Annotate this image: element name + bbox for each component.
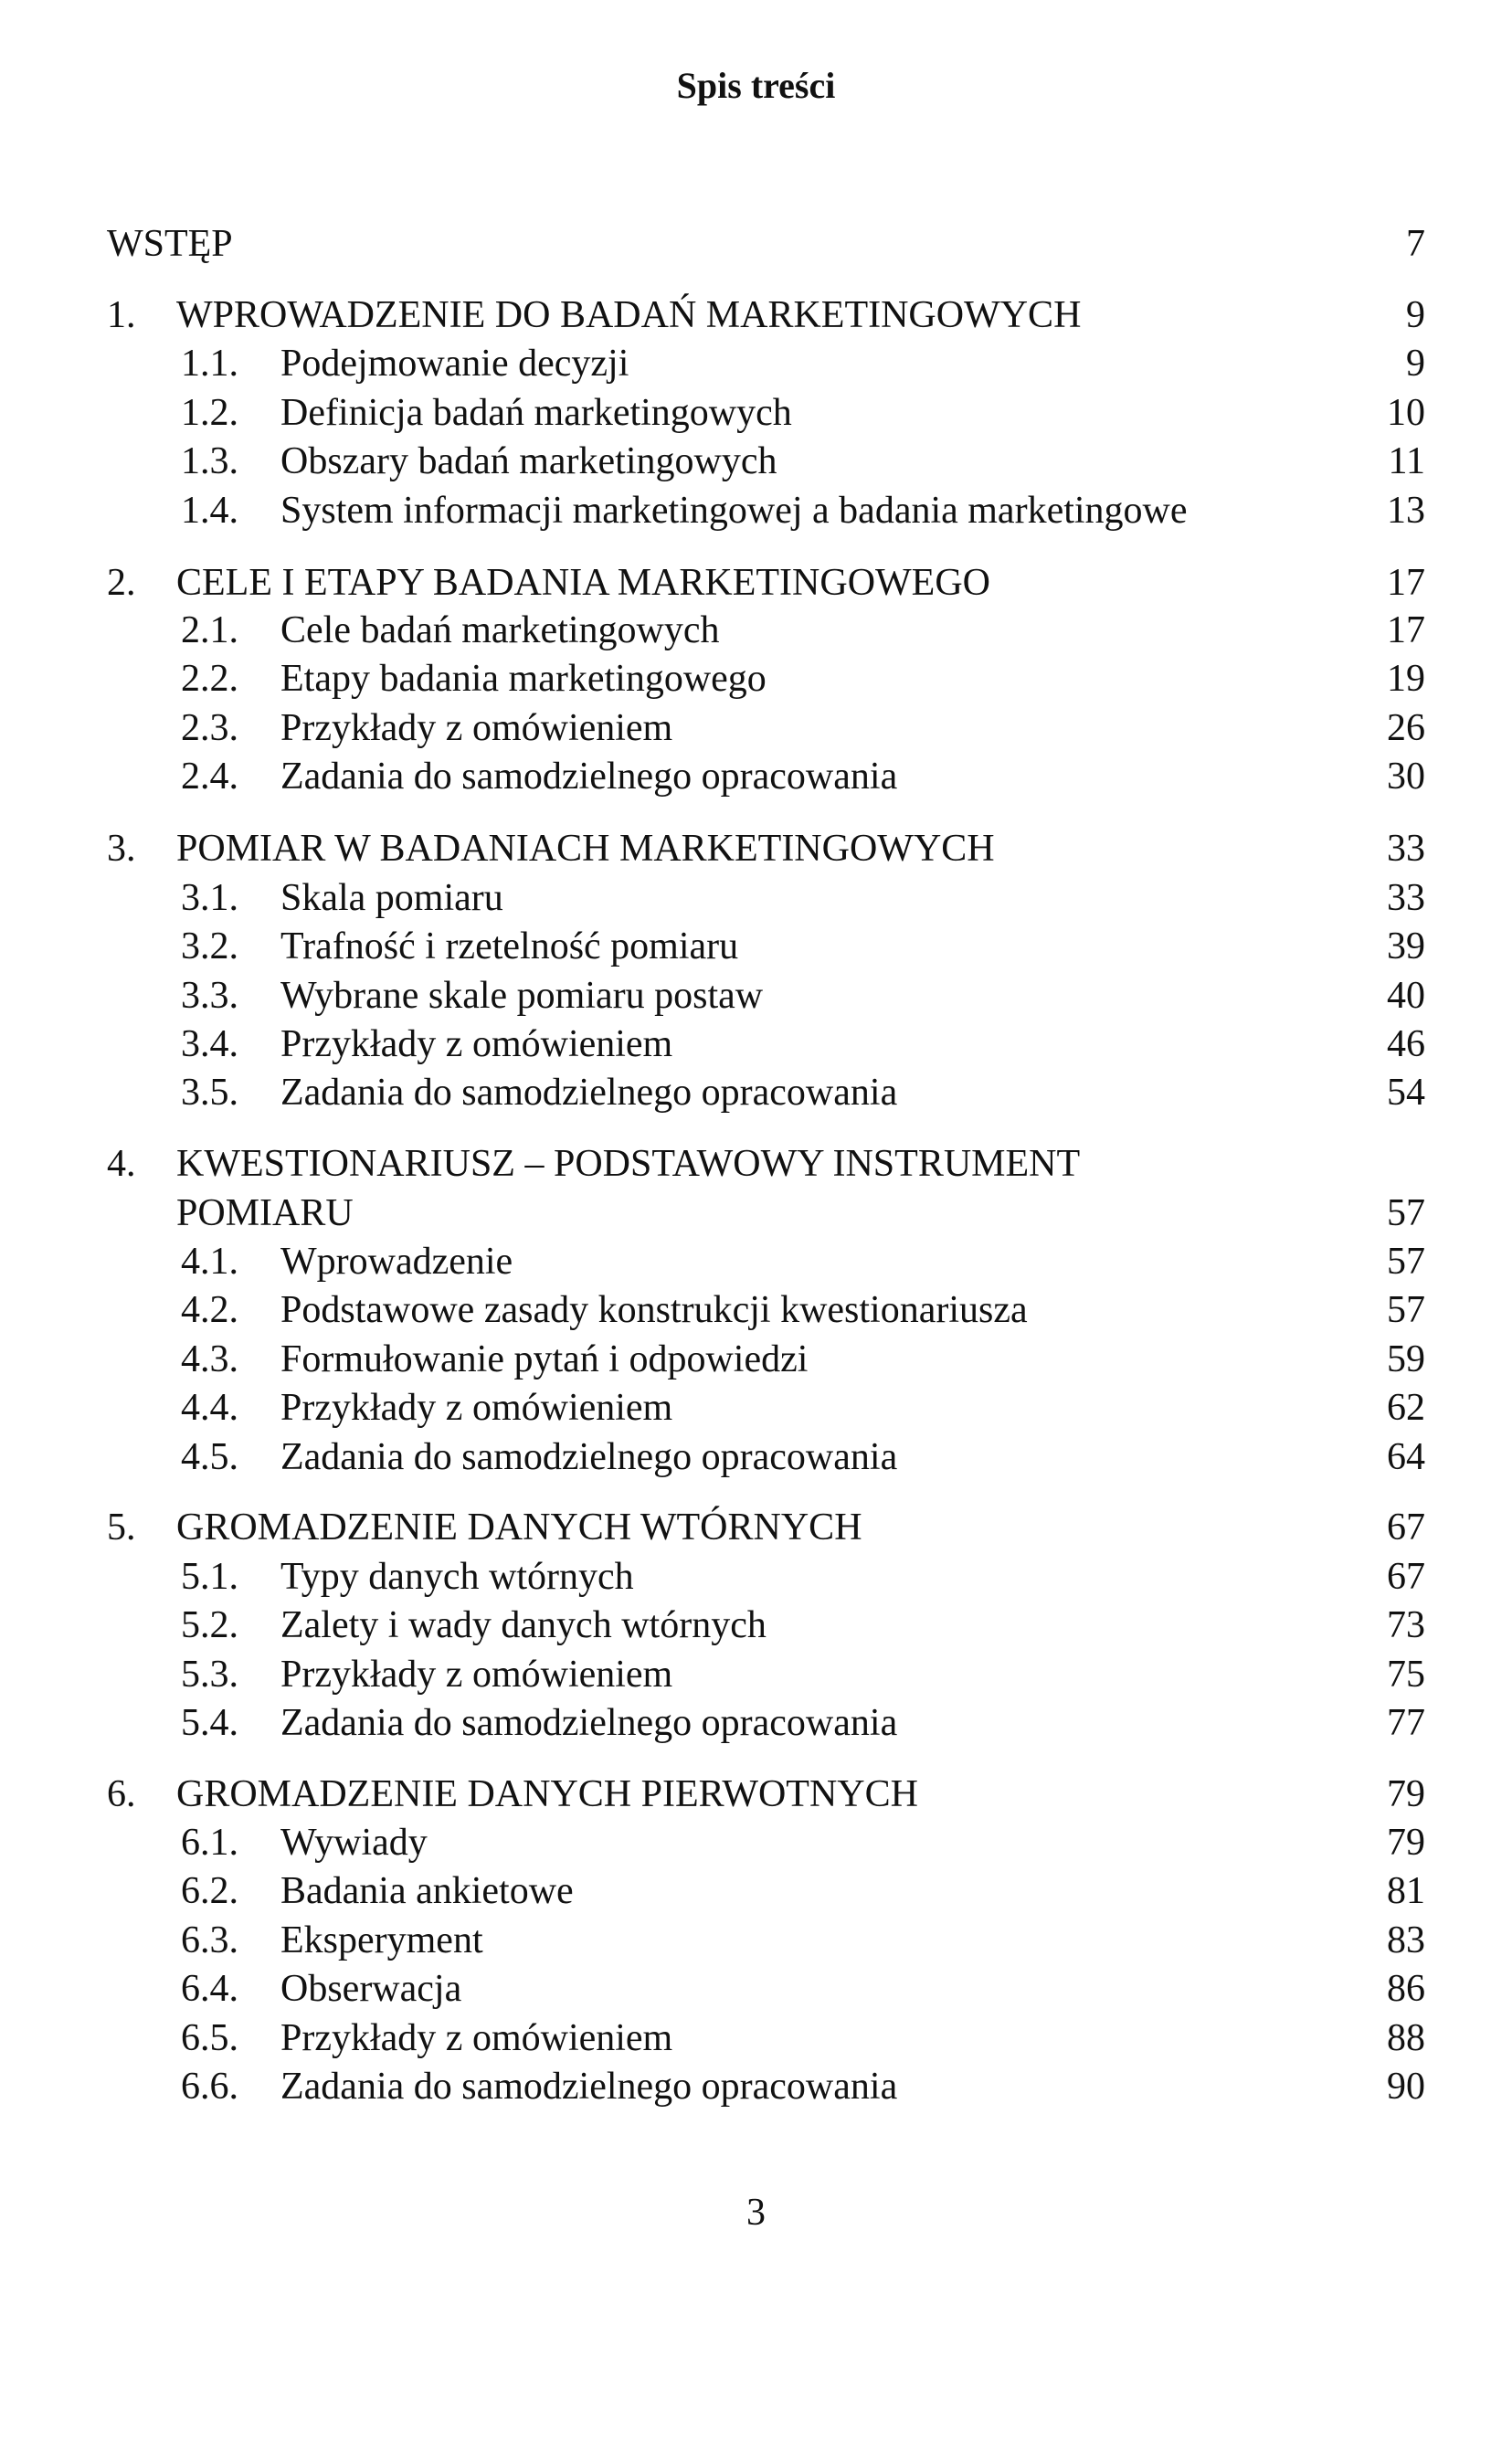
toc-chapter xyxy=(0,558,1512,608)
toc-subsection xyxy=(0,1650,1512,1699)
entry-page: 46 xyxy=(1387,1023,1425,1065)
toc-subsection xyxy=(0,437,1512,486)
toc-subsection xyxy=(0,2062,1512,2111)
entry-title: Wywiady xyxy=(280,1822,428,1864)
toc-chapter xyxy=(0,1770,1512,1819)
entry-page: 79 xyxy=(1387,1773,1425,1815)
entry-number: 3.1. xyxy=(181,877,238,919)
entry-number: 5. xyxy=(107,1506,136,1549)
entry-page: 79 xyxy=(1387,1822,1425,1864)
toc-subsection xyxy=(0,606,1512,655)
toc-intro xyxy=(0,219,1512,269)
entry-number: 3.4. xyxy=(181,1023,238,1065)
entry-number: 4.1. xyxy=(181,1241,238,1283)
entry-number: 1.4. xyxy=(181,490,238,532)
entry-title: Podstawowe zasady konstrukcji kwestionariusza xyxy=(280,1289,1028,1331)
entry-title: Trafność i rzetelność pomiaru xyxy=(280,925,739,967)
entry-title: Zadania do samodzielnego opracowania xyxy=(280,2066,898,2108)
entry-page: 67 xyxy=(1387,1506,1425,1549)
entry-page: 40 xyxy=(1387,975,1425,1017)
toc-subsection xyxy=(0,2014,1512,2063)
entry-title: Skala pomiaru xyxy=(280,877,503,919)
entry-number: 1. xyxy=(107,294,136,336)
entry-page: 33 xyxy=(1387,877,1425,919)
entry-title: Zadania do samodzielnego opracowania xyxy=(280,1072,898,1114)
entry-number: 2.2. xyxy=(181,658,238,700)
entry-page: 75 xyxy=(1387,1654,1425,1696)
entry-number: 6.6. xyxy=(181,2066,238,2108)
toc-subsection xyxy=(0,1285,1512,1335)
entry-page: 9 xyxy=(1406,343,1425,385)
toc-chapter xyxy=(0,1189,1512,1238)
entry-page: 54 xyxy=(1387,1072,1425,1114)
entry-number: 1.1. xyxy=(181,343,238,385)
entry-title: Zalety i wady danych wtórnych xyxy=(280,1604,767,1646)
entry-page: 11 xyxy=(1388,440,1425,482)
entry-number: 4.2. xyxy=(181,1289,238,1331)
entry-title: Wprowadzenie xyxy=(280,1241,513,1283)
entry-title: Podejmowanie decyzji xyxy=(280,343,629,385)
entry-title: Obszary badań marketingowych xyxy=(280,440,777,482)
entry-page: 26 xyxy=(1387,707,1425,749)
toc-subsection xyxy=(0,339,1512,388)
entry-title: WSTĘP xyxy=(107,223,233,265)
entry-page: 9 xyxy=(1406,294,1425,336)
entry-page: 62 xyxy=(1387,1387,1425,1429)
entry-number: 2. xyxy=(107,562,136,604)
toc-subsection xyxy=(0,1818,1512,1867)
entry-number: 6. xyxy=(107,1773,136,1815)
entry-page: 88 xyxy=(1387,2017,1425,2059)
toc-chapter xyxy=(0,1503,1512,1552)
entry-page: 57 xyxy=(1387,1192,1425,1234)
entry-number: 3.5. xyxy=(181,1072,238,1114)
entry-title: WPROWADZENIE DO BADAŃ MARKETINGOWYCH xyxy=(176,294,1082,336)
entry-page: 73 xyxy=(1387,1604,1425,1646)
toc-subsection xyxy=(0,1916,1512,1965)
entry-title: Obserwacja xyxy=(280,1968,462,2010)
toc-subsection xyxy=(0,1866,1512,1916)
entry-page: 59 xyxy=(1387,1338,1425,1380)
entry-number: 2.3. xyxy=(181,707,238,749)
entry-number: 6.2. xyxy=(181,1870,238,1912)
entry-page: 90 xyxy=(1387,2066,1425,2108)
entry-number: 4. xyxy=(107,1143,136,1185)
toc-subsection xyxy=(0,486,1512,535)
entry-title: Typy danych wtórnych xyxy=(280,1556,634,1598)
entry-title: Przykłady z omówieniem xyxy=(280,2017,673,2059)
toc-subsection xyxy=(0,1698,1512,1748)
entry-number: 2.4. xyxy=(181,756,238,798)
entry-number: 6.3. xyxy=(181,1919,238,1961)
entry-page: 67 xyxy=(1387,1556,1425,1598)
toc-subsection xyxy=(0,752,1512,801)
entry-title: POMIARU xyxy=(176,1192,354,1234)
entry-page: 81 xyxy=(1387,1870,1425,1912)
entry-page: 13 xyxy=(1387,490,1425,532)
toc-subsection xyxy=(0,1552,1512,1602)
toc-subsection xyxy=(0,971,1512,1020)
entry-page: 17 xyxy=(1387,609,1425,651)
entry-number: 5.2. xyxy=(181,1604,238,1646)
entry-number: 1.2. xyxy=(181,392,238,434)
entry-number: 6.5. xyxy=(181,2017,238,2059)
toc-chapter xyxy=(0,1139,1512,1189)
toc-subsection xyxy=(0,1237,1512,1286)
entry-page: 83 xyxy=(1387,1919,1425,1961)
entry-page: 39 xyxy=(1387,925,1425,967)
toc-subsection xyxy=(0,703,1512,753)
entry-title: Cele badań marketingowych xyxy=(280,609,720,651)
entry-number: 6.4. xyxy=(181,1968,238,2010)
toc-subsection xyxy=(0,1383,1512,1432)
toc-subsection xyxy=(0,1068,1512,1117)
page-number: 3 xyxy=(746,2192,766,2234)
entry-page: 86 xyxy=(1387,1968,1425,2010)
entry-title: Przykłady z omówieniem xyxy=(280,1387,673,1429)
toc-subsection xyxy=(0,1335,1512,1384)
entry-title: Zadania do samodzielnego opracowania xyxy=(280,1436,898,1478)
toc-subsection xyxy=(0,1964,1512,2014)
entry-title: CELE I ETAPY BADANIA MARKETINGOWEGO xyxy=(176,562,990,604)
entry-title: GROMADZENIE DANYCH WTÓRNYCH xyxy=(176,1506,862,1549)
entry-title: Etapy badania marketingowego xyxy=(280,658,767,700)
entry-title: Zadania do samodzielnego opracowania xyxy=(280,1702,898,1744)
entry-page: 57 xyxy=(1387,1289,1425,1331)
entry-title: Zadania do samodzielnego opracowania xyxy=(280,756,898,798)
entry-title: KWESTIONARIUSZ – PODSTAWOWY INSTRUMENT xyxy=(176,1143,1081,1185)
entry-number: 6.1. xyxy=(181,1822,238,1864)
toc-chapter xyxy=(0,824,1512,873)
toc-subsection xyxy=(0,873,1512,923)
entry-number: 3.2. xyxy=(181,925,238,967)
entry-title: System informacji marketingowej a badania marketingowe xyxy=(280,490,1188,532)
entry-title: Eksperyment xyxy=(280,1919,483,1961)
entry-number: 4.3. xyxy=(181,1338,238,1380)
entry-title: POMIAR W BADANIACH MARKETINGOWYCH xyxy=(176,828,995,870)
entry-title: Przykłady z omówieniem xyxy=(280,1023,673,1065)
entry-title: Przykłady z omówieniem xyxy=(280,1654,673,1696)
entry-title: Badania ankietowe xyxy=(280,1870,574,1912)
toc-subsection xyxy=(0,1432,1512,1482)
entry-title: Wybrane skale pomiaru postaw xyxy=(280,975,764,1017)
toc-subsection xyxy=(0,922,1512,971)
entry-number: 3.3. xyxy=(181,975,238,1017)
entry-page: 33 xyxy=(1387,828,1425,870)
toc-subsection xyxy=(0,654,1512,703)
entry-page: 30 xyxy=(1387,756,1425,798)
entry-page: 7 xyxy=(1406,223,1425,265)
toc-subsection xyxy=(0,388,1512,438)
entry-page: 17 xyxy=(1387,562,1425,604)
entry-number: 5.3. xyxy=(181,1654,238,1696)
entry-page: 10 xyxy=(1387,392,1425,434)
entry-number: 4.5. xyxy=(181,1436,238,1478)
toc-subsection xyxy=(0,1020,1512,1069)
entry-page: 19 xyxy=(1387,658,1425,700)
entry-number: 2.1. xyxy=(181,609,238,651)
entry-number: 3. xyxy=(107,828,136,870)
entry-title: GROMADZENIE DANYCH PIERWOTNYCH xyxy=(176,1773,918,1815)
entry-title: Przykłady z omówieniem xyxy=(280,707,673,749)
entry-page: 57 xyxy=(1387,1241,1425,1283)
entry-number: 1.3. xyxy=(181,440,238,482)
entry-title: Definicja badań marketingowych xyxy=(280,392,792,434)
entry-title: Formułowanie pytań i odpowiedzi xyxy=(280,1338,809,1380)
entry-number: 5.4. xyxy=(181,1702,238,1744)
page-title: Spis treści xyxy=(676,65,836,106)
entry-page: 77 xyxy=(1387,1702,1425,1744)
toc-subsection xyxy=(0,1601,1512,1650)
entry-number: 4.4. xyxy=(181,1387,238,1429)
toc-chapter xyxy=(0,291,1512,340)
entry-number: 5.1. xyxy=(181,1556,238,1598)
entry-page: 64 xyxy=(1387,1436,1425,1478)
